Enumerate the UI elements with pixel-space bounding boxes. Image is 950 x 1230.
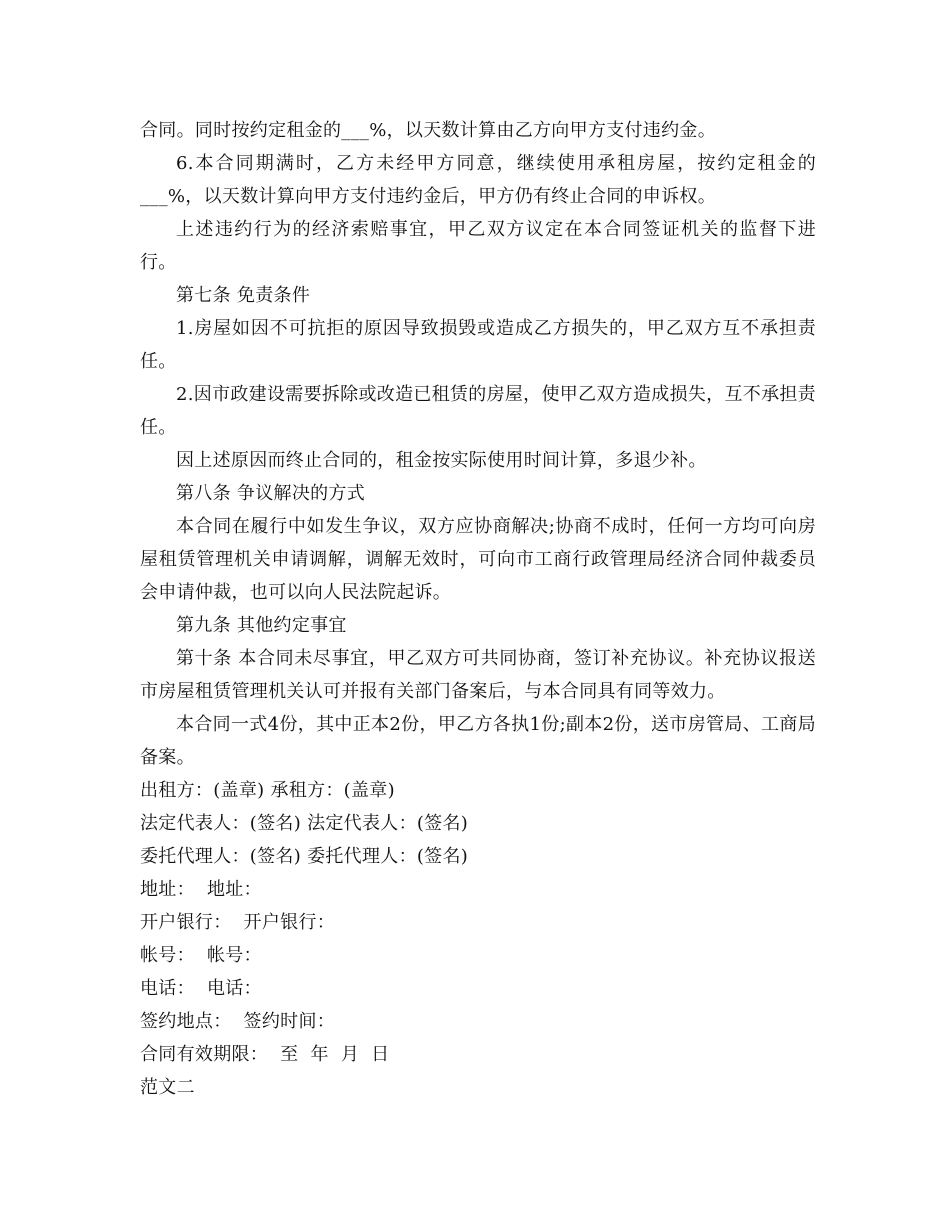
paragraph-compensation: 上述违约行为的经济索赔事宜，甲乙双方议定在本合同签证机关的监督下进行。 [140, 219, 816, 273]
paragraph-exemption-1: 1.房屋如因不可抗拒的原因导致损毁或造成乙方损失的，甲乙双方互不承担责任。 [140, 318, 816, 372]
paragraph-clause-6: 6.本合同期满时，乙方未经甲方同意，继续使用承租房屋，按约定租金的___%，以天数计算向甲方支付违约金后，甲方仍有终止合同的申诉权。 [140, 153, 816, 207]
paragraph-copies: 本合同一式4份，其中正本2份，甲乙方各执1份;副本2份，送市房管局、工商局备案。 [140, 714, 816, 768]
section-heading-article-7: 第七条 免责条件 [176, 285, 311, 306]
signature-validity-period: 合同有效期限： 至 年 月 日 [140, 1044, 390, 1065]
signature-bank: 开户银行： 开户银行： [140, 912, 336, 933]
signature-account: 帐号： 帐号： [140, 945, 262, 966]
signature-legal-representative: 法定代表人：(签名) 法定代表人：(签名) [140, 813, 469, 834]
sample-two-heading: 范文二 [140, 1077, 195, 1098]
paragraph-rent-settlement: 因上述原因而终止合同的，租金按实际使用时间计算，多退少补。 [176, 450, 707, 471]
section-heading-article-8: 第八条 争议解决的方式 [176, 483, 366, 504]
signature-place-time: 签约地点： 签约时间： [140, 1011, 336, 1032]
paragraph-continuation: 合同。同时按约定租金的___%，以天数计算由乙方向甲方支付违约金。 [140, 120, 716, 141]
signature-address: 地址： 地址： [140, 879, 262, 900]
signature-parties: 出租方：(盖章) 承租方：(盖章) [140, 780, 395, 801]
document-body [140, 114, 816, 1104]
paragraph-exemption-2: 2.因市政建设需要拆除或改造已租赁的房屋，使甲乙双方造成损失，互不承担责任。 [140, 384, 816, 438]
section-heading-article-9: 第九条 其他约定事宜 [176, 615, 347, 636]
paragraph-article-10: 第十条 本合同未尽事宜，甲乙双方可共同协商，签订补充协议。补充协议报送市房屋租赁管理机关认可并报有关部门备案后，与本合同具有同等效力。 [140, 648, 816, 702]
signature-phone: 电话： 电话： [140, 978, 262, 999]
paragraph-dispute-resolution: 本合同在履行中如发生争议，双方应协商解决;协商不成时，任何一方均可向房屋租赁管理机关申请调解，调解无效时，可向市工商行政管理局经济合同仲裁委员会申请仲裁，也可以向人民法院起诉。 [140, 516, 816, 603]
signature-authorized-agent: 委托代理人：(签名) 委托代理人：(签名) [140, 846, 469, 867]
